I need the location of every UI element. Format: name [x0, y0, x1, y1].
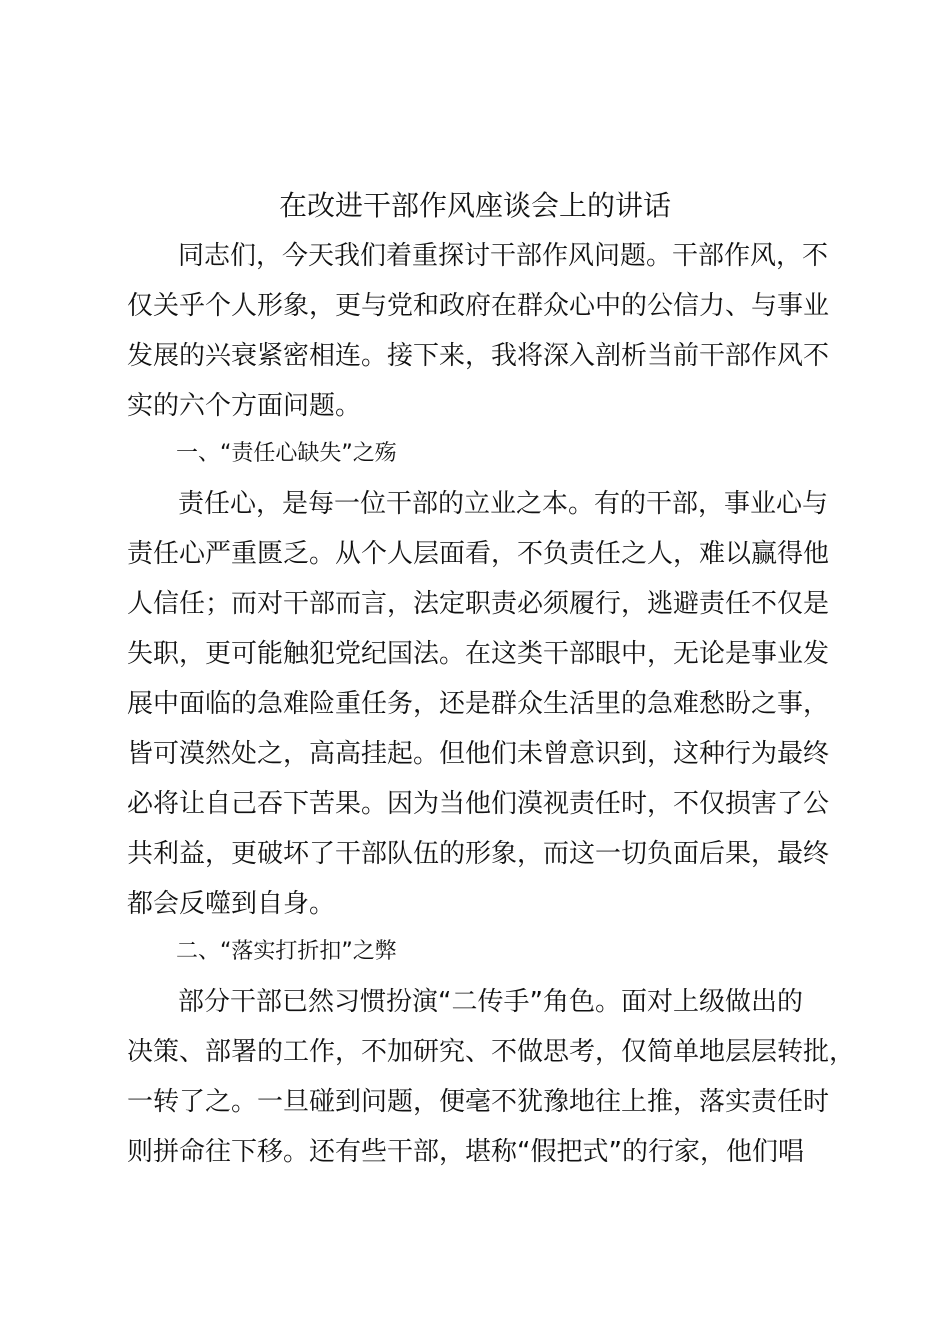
intro-line-1: 同志们，今天我们着重探讨干部作风问题。干部作风，不 — [178, 241, 829, 271]
section-1-line-9: 都会反噬到自身。 — [127, 889, 336, 919]
section-1-line-4: 失职，更可能触犯党纪国法。在这类干部眼中，无论是事业发 — [127, 639, 830, 669]
section-2-line-1: 部分干部已然习惯扮演“二传手”角色。面对上级做出的 — [178, 987, 803, 1017]
section-1-line-3: 人信任；而对干部而言，法定职责必须履行，逃避责任不仅是 — [127, 589, 830, 619]
section-1-line-8: 共利益，更破坏了干部队伍的形象，而这一切负面后果，最终 — [127, 839, 830, 869]
document-title: 在改进干部作风座谈会上的讲话 — [278, 189, 671, 222]
intro-line-3: 发展的兴衰紧密相连。接下来，我将深入剖析当前干部作风不 — [127, 341, 830, 371]
section-1-heading: 一、“责任心缺失”之殇 — [176, 441, 397, 466]
section-2-line-3: 一转了之。一旦碰到问题，便毫不犹豫地往上推，落实责任时 — [127, 1087, 830, 1117]
section-1-line-2: 责任心严重匮乏。从个人层面看，不负责任之人，难以赢得他 — [127, 539, 830, 569]
intro-line-2: 仅关乎个人形象，更与党和政府在群众心中的公信力、与事业 — [127, 291, 830, 321]
section-1-line-6: 皆可漠然处之，高高挂起。但他们未曾意识到，这种行为最终 — [127, 739, 830, 769]
intro-line-4: 实的六个方面问题。 — [127, 391, 362, 421]
section-2-line-4: 则拼命往下移。还有些干部，堪称“假把式”的行家，他们唱 — [127, 1137, 804, 1167]
section-2-line-2: 决策、部署的工作，不加研究、不做思考，仅简单地层层转批， — [127, 1037, 856, 1067]
section-1-line-1: 责任心，是每一位干部的立业之本。有的干部，事业心与 — [178, 489, 829, 519]
section-1-line-5: 展中面临的急难险重任务，还是群众生活里的急难愁盼之事， — [127, 689, 830, 719]
section-2-heading: 二、“落实打折扣”之弊 — [176, 939, 397, 964]
section-1-line-7: 必将让自己吞下苦果。因为当他们漠视责任时，不仅损害了公 — [127, 789, 830, 819]
